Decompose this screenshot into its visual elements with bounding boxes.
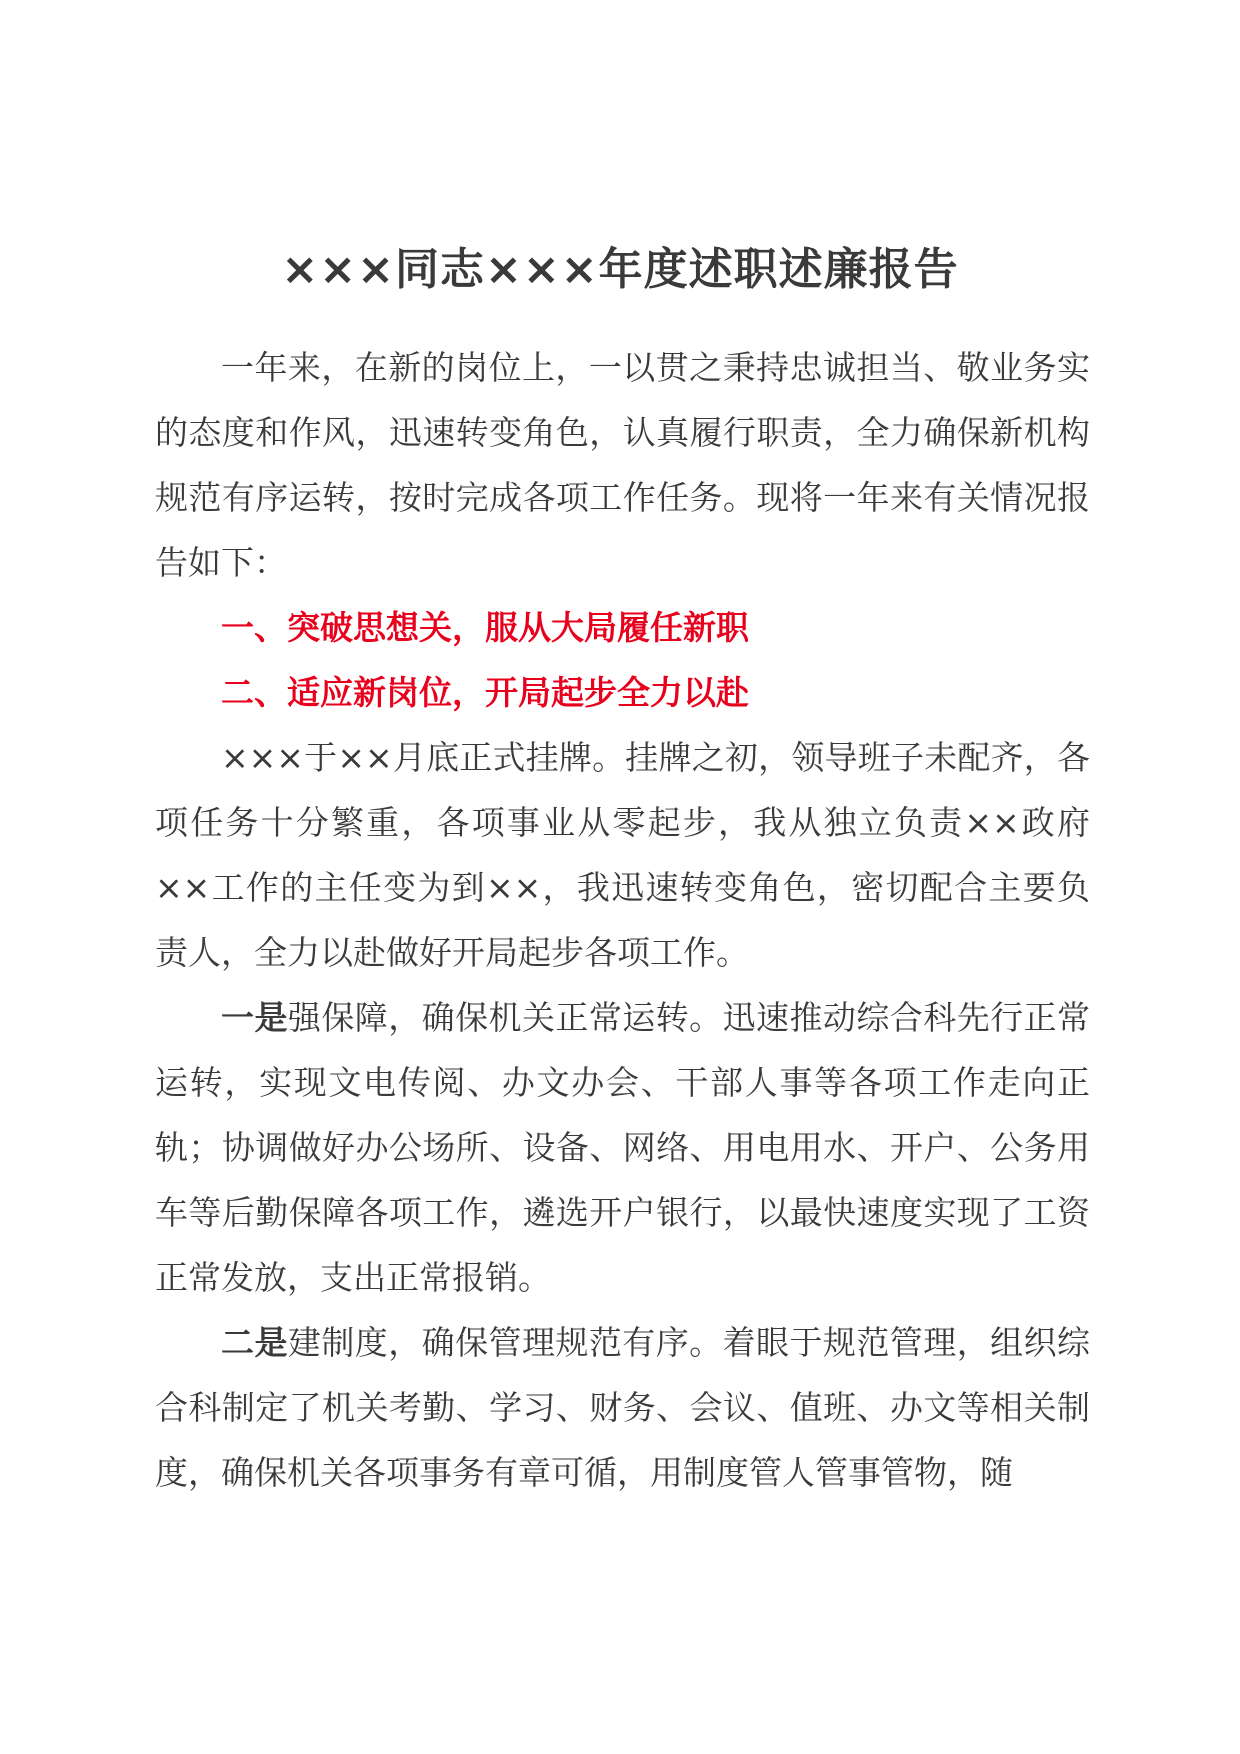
- document-title: ×××同志×××年度述职述廉报告: [281, 244, 959, 295]
- item-2-text: 建制度，确保管理规范有序。着眼于规范管理，组织综合科制定了机关考勤、学习、财务、会议、值班、办文等相关制度，确保机关各项事务有章可循，用制度管人管事管物，随: [155, 1323, 1091, 1492]
- item-2-lead: 二是: [221, 1323, 288, 1362]
- item-1-lead: 一是: [221, 998, 288, 1037]
- item-1-text: 强保障，确保机关正常运转。迅速推动综合科先行正常运转，实现文电传阅、办文办会、干部人事等各项工作走向正轨；协调做好办公场所、设备、网络、用电用水、开户、公务用车等后勤保障各项工作，遴选开户银行，以最快速度实现了工资正常发放，支出正常报销。: [155, 998, 1091, 1297]
- section-2-paragraph: ×××于××月底正式挂牌。挂牌之初，领导班子未配齐，各项任务十分繁重，各项事业从零起步，我从独立负责××政府××工作的主任变为到××，我迅速转变角色，密切配合主要负责人，全力以赴做好开局起步各项工作。: [155, 738, 1090, 972]
- section-heading-1: 一、突破思想关，服从大局履任新职: [221, 608, 749, 647]
- item-2-paragraph: [155, 1310, 1090, 1505]
- intro-paragraph: 一年来，在新的岗位上，一以贯之秉持忠诚担当、敬业务实的态度和作风，迅速转变角色，认真履行职责，全力确保新机构规范有序运转，按时完成各项工作任务。现将一年来有关情况报告如下：: [155, 348, 1090, 582]
- section-heading-2: 二、适应新岗位，开局起步全力以赴: [221, 673, 749, 712]
- item-1-paragraph: [155, 985, 1090, 1310]
- document-body: [155, 335, 1090, 1505]
